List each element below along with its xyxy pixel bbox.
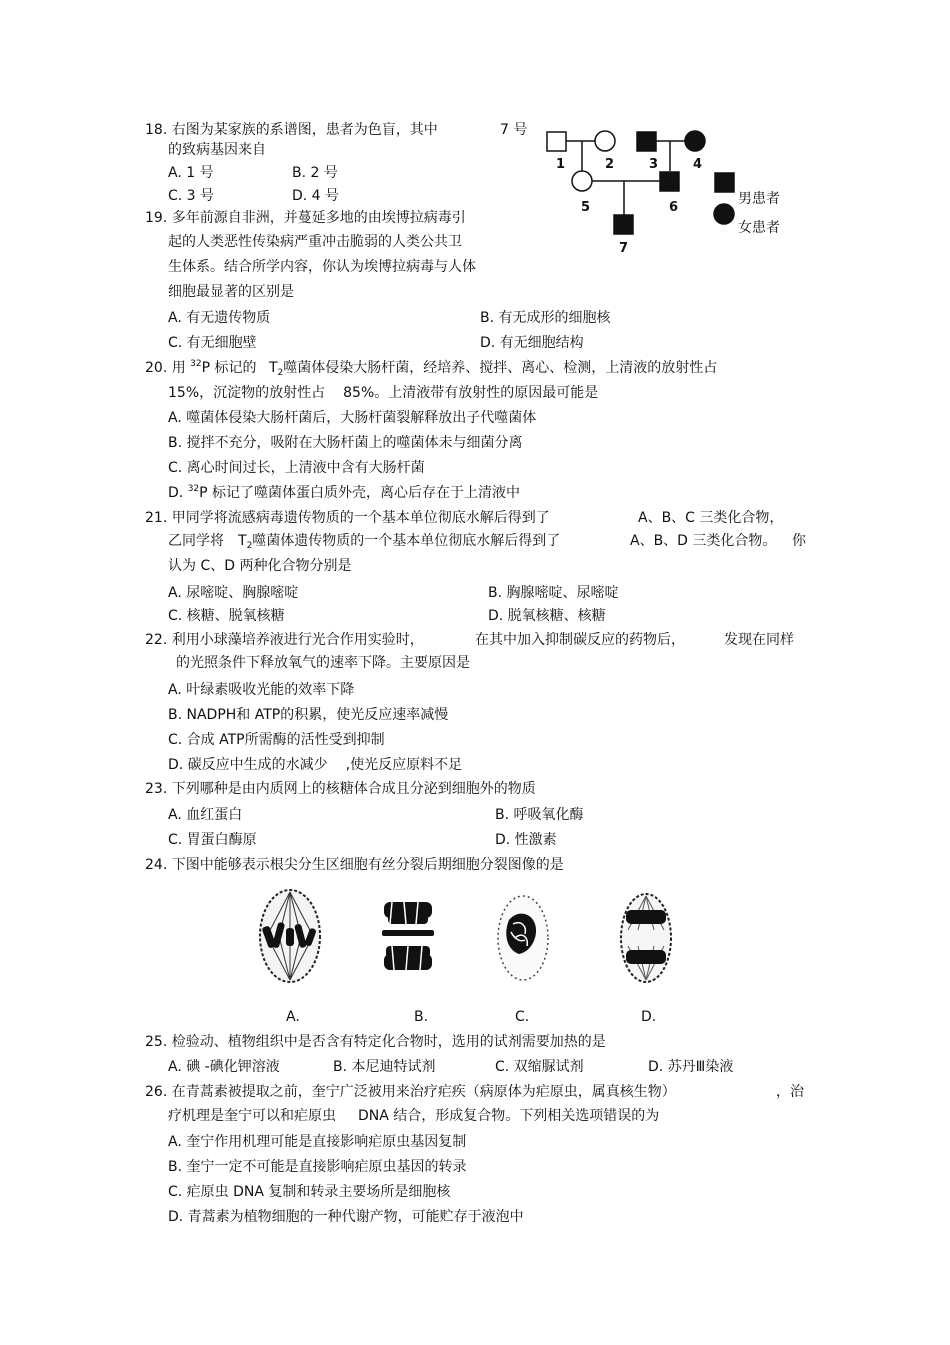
- q20-option-a: A. 噬菌体侵染大肠杆菌后，大肠杆菌裂解释放出子代噬菌体: [168, 410, 537, 426]
- q25-option-a: A. 碘 -碘化钾溶液: [168, 1059, 280, 1075]
- q25-option-d: D. 苏丹Ⅲ染液: [648, 1059, 734, 1075]
- pedigree-label-2: 2: [605, 157, 615, 172]
- q18-option-b: B. 2 号: [292, 165, 338, 181]
- cell-image-c: [495, 890, 551, 986]
- q21-option-b: B. 胸腺嘧啶、尿嘧啶: [488, 585, 619, 601]
- q26-option-a: A. 奎宁作用机理可能是直接影响疟原虫基因复制: [168, 1134, 467, 1150]
- q20-option-b: B. 搅拌不充分，吸附在大肠杆菌上的噬菌体未与细菌分离: [168, 435, 523, 451]
- q22-option-a: A. 叶绿素吸收光能的效率下降: [168, 682, 355, 698]
- q21-line2c: A、B、D 三类化合物。: [630, 533, 777, 549]
- cell-label-a: A.: [286, 1009, 300, 1025]
- pedigree-male-6: [660, 172, 679, 191]
- q22-line2: 的光照条件下释放氧气的速率下降。主要原因是: [176, 655, 470, 671]
- q20-option-c: C. 离心时间过长，上清液中含有大肠杆菌: [168, 460, 425, 476]
- q22-option-d: D. 碳反应中生成的水减少 ,使光反应原料不足: [168, 757, 463, 773]
- q20-line2: 15%，沉淀物的放射性占 85%。上清液带有放射性的原因最可能是: [168, 385, 599, 401]
- pedigree-male-3: [637, 132, 656, 151]
- q22-line1b: 在其中加入抑制碳反应的药物后，: [475, 632, 685, 648]
- q26-line1a: 26. 在青蒿素被提取之前，奎宁广泛被用来治疗疟疾（病原体为疟原虫，属真核生物）: [145, 1084, 676, 1100]
- legend-female-label: 女患者: [738, 220, 780, 236]
- q21-line2: 乙同学将 $T_2$噬菌体遗传物质的一个基本单位彻底水解后得到了: [168, 533, 561, 551]
- q25-option-c: C. 双缩脲试剂: [495, 1059, 584, 1075]
- pedigree-male-1: [547, 132, 566, 151]
- q26-option-c: C. 疟原虫 DNA 复制和转录主要场所是细胞核: [168, 1184, 451, 1200]
- cell-image-d: [618, 890, 674, 986]
- q19-option-c: C. 有无细胞壁: [168, 335, 257, 351]
- q26-option-d: D. 青蒿素为植物细胞的一种代谢产物，可能贮存于液泡中: [168, 1209, 524, 1225]
- pedigree-label-4: 4: [693, 157, 703, 172]
- q22-option-c: C. 合成 ATP所需酶的活性受到抑制: [168, 732, 385, 748]
- q19-line2: 起的人类恶性传染病严重冲击脆弱的人类公共卫: [168, 234, 462, 250]
- q26-option-b: B. 奎宁一定不可能是直接影响疟原虫基因的转录: [168, 1159, 467, 1175]
- q26-line2: 疗机理是奎宁可以和疟原虫 DNA 结合，形成复合物。下列相关选项错误的为: [168, 1108, 660, 1124]
- q23-option-c: C. 胃蛋白酶原: [168, 832, 257, 848]
- pedigree-label-7: 7: [619, 241, 629, 256]
- cell-label-d: D.: [641, 1009, 657, 1025]
- pedigree-female-5: [572, 171, 592, 191]
- q19-option-a: A. 有无遗传物质: [168, 310, 271, 326]
- pedigree-label-5: 5: [581, 200, 591, 215]
- pedigree-male-7: [614, 215, 633, 234]
- legend-male-label: 男患者: [738, 191, 780, 207]
- q22-line1a: 22. 利用小球藻培养液进行光合作用实验时，: [145, 632, 424, 648]
- q22-option-b: B. NADPH和 ATP的积累，使光反应速率减慢: [168, 707, 449, 723]
- q23-option-b: B. 呼吸氧化酶: [495, 807, 584, 823]
- q19-line4: 细胞最显著的区别是: [168, 284, 294, 300]
- q18-line1b: 7 号: [500, 122, 528, 138]
- q21-option-a: A. 尿嘧啶、胸腺嘧啶: [168, 585, 299, 601]
- q21-line2d: 你: [792, 533, 806, 549]
- q19-line3: 生体系。结合所学内容，你认为埃博拉病毒与人体: [168, 259, 476, 275]
- q18-line1: 18. 右图为某家族的系谱图，患者为色盲，其中: [145, 122, 438, 138]
- cell-image-b: [378, 896, 438, 976]
- pedigree-female-4: [685, 131, 705, 151]
- q20-option-d: D. $^{32}$P 标记了噬菌体蛋白质外壳，离心后存在于上清液中: [168, 484, 521, 501]
- legend-female-affected-symbol: [714, 204, 734, 224]
- q21-line1a: 21. 甲同学将流感病毒遗传物质的一个基本单位彻底水解后得到了: [145, 510, 550, 526]
- q19-option-d: D. 有无细胞结构: [480, 335, 584, 351]
- pedigree-label-6: 6: [669, 200, 679, 215]
- legend-male-affected-symbol: [715, 173, 734, 192]
- pedigree-female-2: [595, 131, 615, 151]
- q21-option-c: C. 核糖、脱氧核糖: [168, 608, 285, 624]
- q18-option-a: A. 1 号: [168, 165, 214, 181]
- pedigree-label-1: 1: [556, 157, 566, 172]
- q25-option-b: B. 本尼迪特试剂: [333, 1059, 436, 1075]
- q18-line2: 的致病基因来自: [168, 142, 266, 158]
- q21-line3: 认为 C、D 两种化合物分别是: [168, 558, 352, 574]
- q23-line: 23. 下列哪种是由内质网上的核糖体合成且分泌到细胞外的物质: [145, 781, 536, 797]
- q23-option-a: A. 血红蛋白: [168, 807, 243, 823]
- q20-line1: 20. 用 $^{32}$P 标记的 $T_2$噬菌体侵染大肠杆菌，经培养、搅拌、离心、检测，上清液的放射性占: [145, 359, 718, 378]
- q24-line: 24. 下图中能够表示根尖分生区细胞有丝分裂后期细胞分裂图像的是: [145, 857, 564, 873]
- cell-label-b: B.: [414, 1009, 429, 1025]
- q22-line1c: 发现在同样: [724, 632, 794, 648]
- q26-line1b: ，治: [776, 1084, 804, 1100]
- q21-option-d: D. 脱氧核糖、核糖: [488, 608, 606, 624]
- q21-line1b: A、B、C 三类化合物，: [638, 510, 784, 526]
- cell-label-c: C.: [515, 1009, 530, 1025]
- pedigree-label-3: 3: [649, 157, 659, 172]
- q19-line1: 19. 多年前源自非洲，并蔓延多地的由埃博拉病毒引: [145, 210, 466, 226]
- q23-option-d: D. 性激素: [495, 832, 557, 848]
- q19-option-b: B. 有无成形的细胞核: [480, 310, 611, 326]
- q18-option-c: C. 3 号: [168, 188, 215, 204]
- cell-image-a: [255, 886, 325, 986]
- q25-line: 25. 检验动、植物组织中是否含有特定化合物时，选用的试剂需要加热的是: [145, 1034, 606, 1050]
- q18-option-d: D. 4 号: [292, 188, 340, 204]
